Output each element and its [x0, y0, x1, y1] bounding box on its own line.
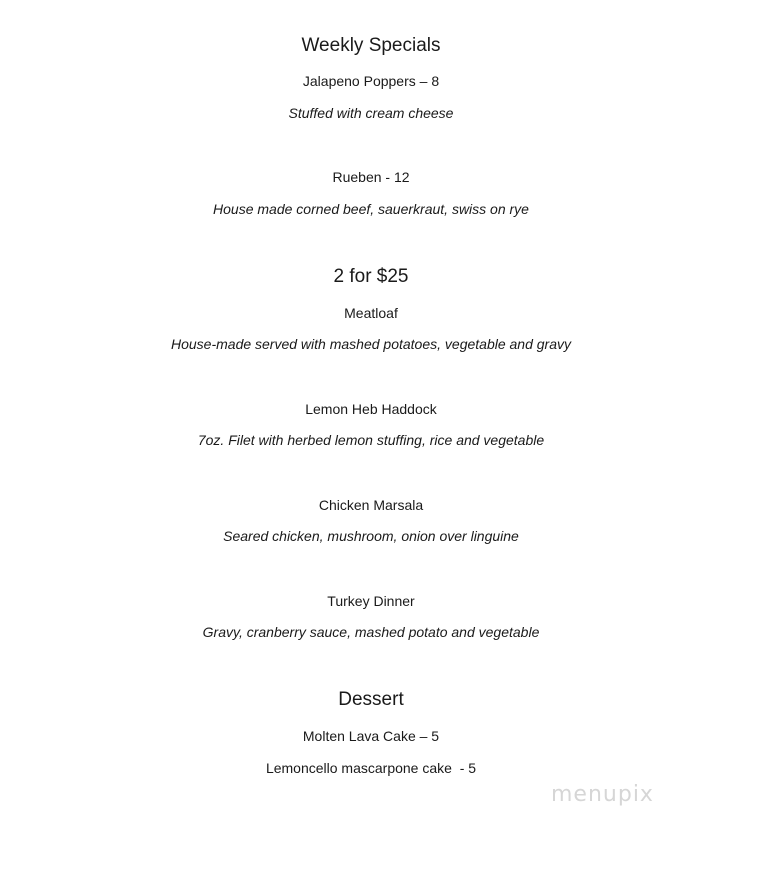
menu-item-name: Lemoncello mascarpone cake - 5 — [265, 760, 477, 776]
menu-item-name: Jalapeno Poppers – 8 — [302, 73, 440, 89]
menu-item-description: Stuffed with cream cheese — [288, 105, 454, 121]
menu-item-name: Rueben - 12 — [332, 169, 410, 185]
section-heading-weekly-specials: Weekly Specials — [301, 35, 441, 56]
menu-item-description: House made corned beef, sauerkraut, swiss on rye — [213, 201, 529, 217]
menu-item-name: Molten Lava Cake – 5 — [302, 728, 440, 744]
menu-item-name: Turkey Dinner — [327, 593, 415, 609]
section-heading-dessert: Dessert — [338, 689, 404, 710]
menu-item-name: Meatloaf — [344, 305, 398, 321]
menu-item-description: Gravy, cranberry sauce, mashed potato and vegetable — [202, 624, 540, 640]
menu-item-name: Chicken Marsala — [318, 497, 424, 513]
section-heading-2-for-25: 2 for $25 — [333, 266, 409, 287]
menu-item-description: House-made served with mashed potatoes, vegetable and gravy — [170, 336, 571, 352]
menupix-watermark: menupix — [551, 782, 654, 807]
menu-item-name: Lemon Heb Haddock — [305, 401, 437, 417]
menu-item-description: Seared chicken, mushroom, onion over linguine — [223, 528, 519, 544]
menu-item-description: 7oz. Filet with herbed lemon stuffing, rice and vegetable — [197, 432, 545, 448]
